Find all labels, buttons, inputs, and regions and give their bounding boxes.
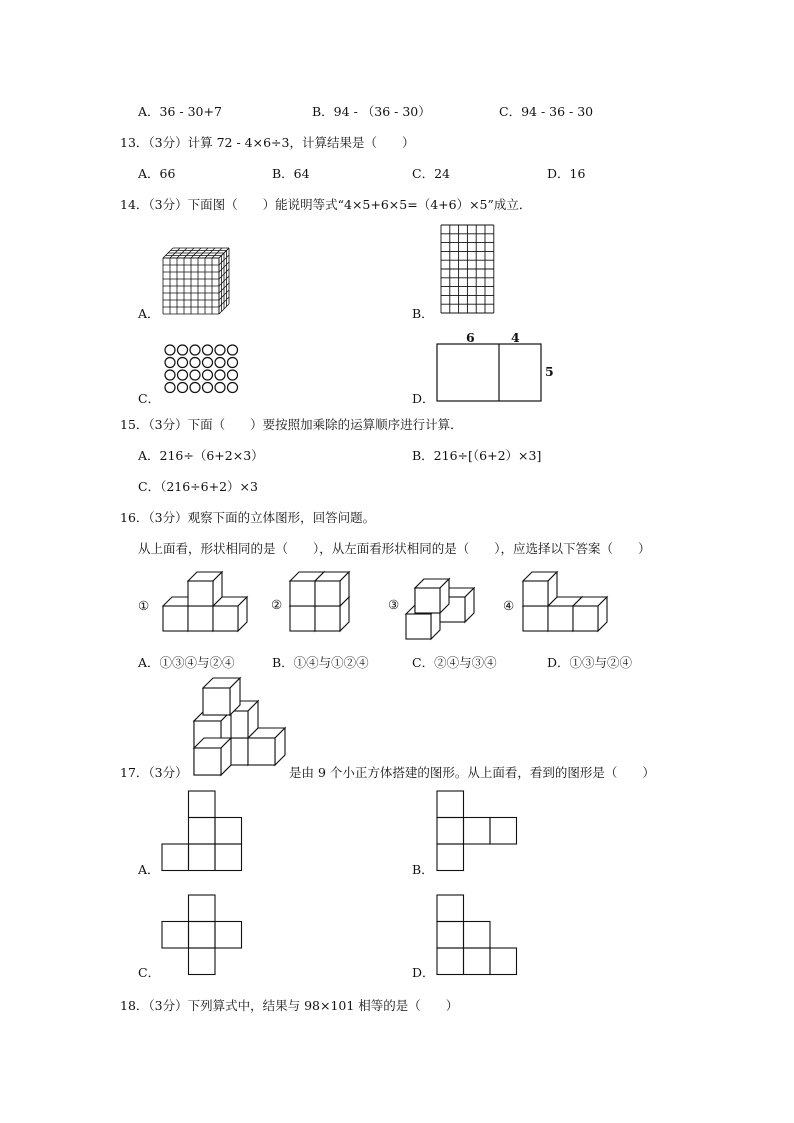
q12-option-c: C．94 - 36 - 30	[499, 104, 594, 119]
q16-option-c: C．②④与③④	[412, 655, 497, 670]
q17-figure-a	[161, 790, 245, 874]
q17-figure-c	[161, 894, 245, 978]
q14-stem: 14．（3分）下面图（ ）能说明等式“4×5+6×5=（4+6）×5”成立．	[120, 197, 532, 212]
q16-option-b: B．①④与①②④	[272, 655, 369, 670]
q16-figure-2	[286, 564, 361, 639]
q16-option-a: A．①③④与②④	[138, 655, 235, 670]
q17-option-b: B．	[412, 862, 434, 877]
q14-rect-label-side: 5	[545, 364, 554, 379]
q12-option-b: B．94 - （36 - 30）	[312, 104, 431, 119]
q16-figure-1	[158, 564, 258, 639]
q15-option-a: A．216÷（6+2×3）	[138, 448, 264, 463]
q17-stem-suffix: 是由 9 个小正方体搭建的图形。从上面看，看到的图形是（ ）	[289, 765, 655, 780]
q14-figure-d-rectangle	[436, 343, 542, 402]
q14-figure-c-circles	[164, 344, 244, 399]
q17-stack-figure	[190, 676, 295, 781]
q16-stem: 16．（3分）观察下面的立体图形，回答问题。	[120, 510, 376, 525]
q16-figure-mark-3: ③	[388, 597, 400, 612]
q13-option-c: C．24	[412, 166, 450, 181]
q17-option-a: A．	[138, 862, 160, 877]
q16-figure-4	[518, 564, 618, 639]
q13-option-a: A．66	[138, 166, 176, 181]
q12-option-a: A．36 - 30+7	[138, 104, 222, 119]
q14-option-d: D．	[412, 391, 435, 406]
q15-option-b: B．216÷[（6+2）×3]	[412, 448, 542, 463]
q14-figure-a-cube	[160, 245, 240, 317]
q18-stem: 18．（3分）下列算式中，结果与 98×101 相等的是（ ）	[120, 998, 459, 1013]
q16-subquestion: 从上面看，形状相同的是（ ），从左面看形状相同的是（ ），应选择以下答案（ ）	[138, 541, 651, 556]
q15-option-c: C．（216÷6+2）×3	[138, 479, 258, 494]
q13-option-b: B．64	[272, 166, 310, 181]
q14-option-a: A．	[138, 306, 160, 321]
q14-option-c: C．	[138, 391, 161, 406]
q17-stem-prefix: 17．（3分）	[120, 765, 188, 780]
q17-figure-b	[436, 790, 520, 874]
q17-option-d: D．	[412, 965, 435, 980]
q14-figure-b-grid	[440, 224, 495, 313]
q13-stem: 13．（3分）计算 72 - 4×6÷3，计算结果是（ ）	[120, 135, 415, 150]
q15-stem: 15．（3分）下面（ ）要按照加乘除的运算顺序进行计算．	[120, 417, 463, 432]
q16-option-d: D．①③与②④	[547, 655, 633, 670]
q13-option-d: D．16	[547, 166, 586, 181]
q14-rect-label-right: 4	[511, 330, 520, 345]
q17-option-c: C．	[138, 965, 161, 980]
q16-figure-mark-4: ④	[503, 598, 515, 613]
q14-rect-label-left: 6	[466, 330, 475, 345]
q14-option-b: B．	[412, 306, 434, 321]
q16-figure-mark-1: ①	[138, 598, 150, 613]
q16-figure-3	[402, 564, 482, 644]
q16-figure-mark-2: ②	[271, 597, 283, 612]
q17-figure-d	[436, 894, 520, 978]
